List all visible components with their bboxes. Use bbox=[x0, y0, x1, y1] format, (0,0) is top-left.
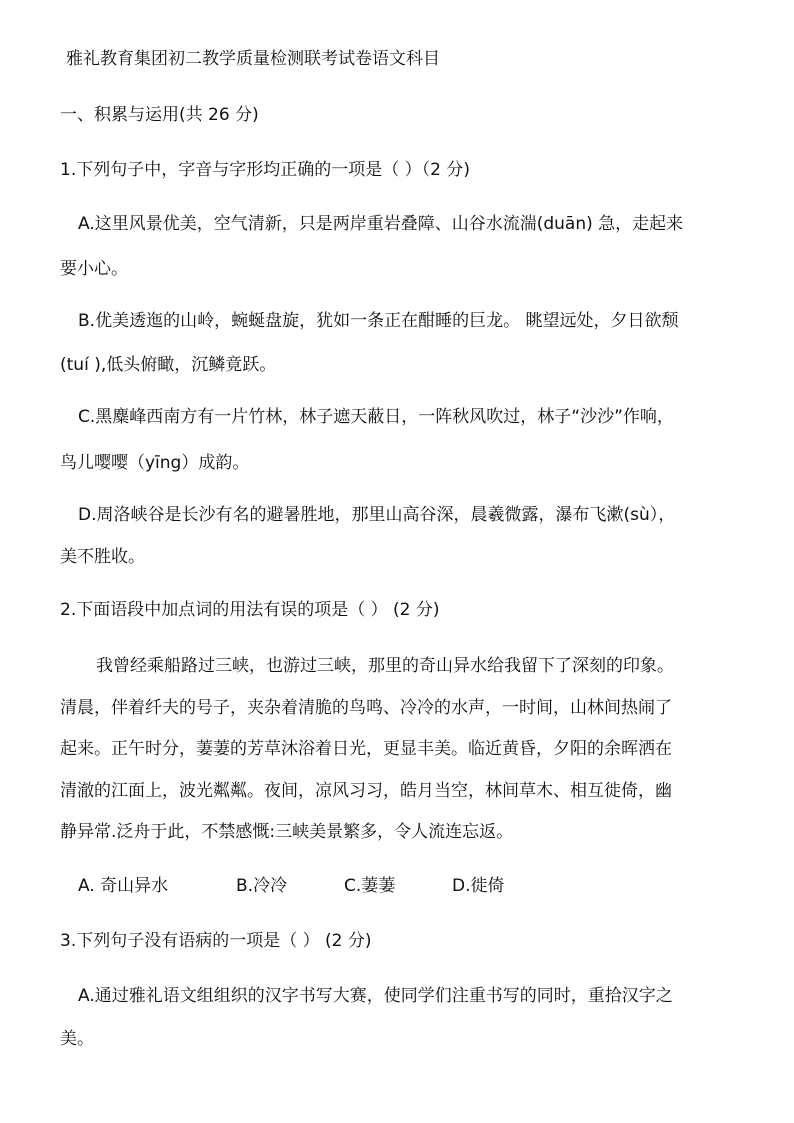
question-2-passage-line: 静异常.泛舟于此，不禁感慨:三峡美景繁多，令人流连忘返。 bbox=[60, 822, 514, 842]
question-2-option-a: A. 奇山异水 bbox=[78, 876, 169, 896]
question-2-passage-line: 我曾经乘船路过三峡，也游过三峡，那里的奇山异水给我留下了深刻的印象。 bbox=[96, 656, 674, 676]
question-2-option-b: B.冷冷 bbox=[236, 876, 288, 896]
question-2-option-d: D.徙倚 bbox=[452, 876, 505, 896]
question-2-passage-line: 清晨，伴着纤夫的号子，夹杂着清脆的鸟鸣、冷冷的水声，一时间，山林间热闹了 bbox=[60, 698, 672, 718]
section-heading: 一、积累与运用(共 26 分) bbox=[60, 105, 259, 125]
question-1-option-c-continued: 鸟儿嘤嘤（yīng）成韵。 bbox=[60, 453, 250, 473]
question-3-stem: 3.下列句子没有语病的一项是（ ） (2 分) bbox=[60, 931, 372, 951]
question-1-option-b: B.优美透迤的山岭，蜿蜒盘旋，犹如一条正在酣睡的巨龙。 眺望远处，夕日欲颓 bbox=[78, 311, 679, 331]
question-1-stem: 1.下列句子中，字音与字形均正确的一项是（ ）（2 分) bbox=[60, 160, 470, 180]
question-2-stem: 2.下面语段中加点词的用法有误的项是（ ） (2 分) bbox=[60, 600, 440, 620]
question-1-option-d: D.周洛峡谷是长沙有名的避暑胜地，那里山高谷深，晨羲微露，瀑布飞漱(sù）， bbox=[78, 505, 676, 525]
question-2-option-c: C.萋萋 bbox=[344, 876, 396, 896]
question-2-passage-line: 清澈的江面上，波光粼粼。夜间，凉风习习，皓月当空，林间草木、相互徙倚，幽 bbox=[60, 781, 672, 801]
question-1-option-d-continued: 美不胜收。 bbox=[60, 547, 145, 567]
question-2-passage-line: 起来。正午时分，萋萋的芳草沐浴着日光，更显丰美。临近黄昏，夕阳的余晖洒在 bbox=[60, 739, 672, 759]
question-1-option-a: A.这里风景优美，空气清新，只是两岸重岩叠障、山谷水流湍(duān) 急，走起来 bbox=[78, 214, 684, 234]
question-2-options bbox=[78, 875, 548, 897]
question-1-option-b-continued: (tuí ),低头俯瞰，沉鳞竟跃。 bbox=[60, 355, 277, 375]
question-1-option-a-continued: 要小心。 bbox=[60, 259, 128, 279]
question-1-option-c: C.黑麋峰西南方有一片竹林，林子遮天蔽日，一阵秋风吹过，林子“沙沙”作响， bbox=[78, 407, 674, 427]
page-title: 雅礼教育集团初二教学质量检测联考试卷语文科目 bbox=[66, 49, 440, 69]
question-3-option-a: A.通过雅礼语文组组织的汉字书写大赛，使同学们注重书写的同时，重拾汉字之 bbox=[78, 986, 673, 1006]
question-3-option-a-continued: 美。 bbox=[60, 1029, 94, 1049]
